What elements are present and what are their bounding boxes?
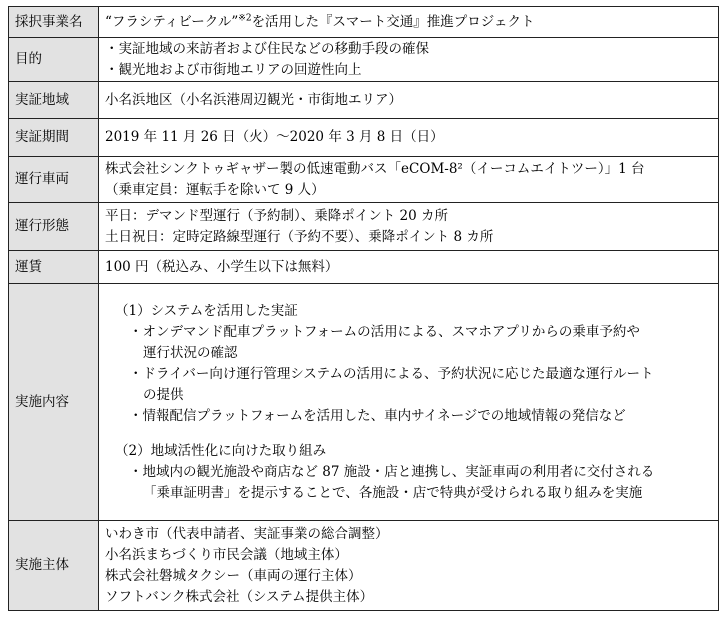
value-activities [99,284,719,521]
activity-line: ・情報配信プラットフォームを活用した、車内サイネージでの地域情報の発信など [129,407,626,424]
activity-line: ・ドライバー向け運行管理システムの活用による、予約状況に応じた最適な運行ルート [129,365,654,382]
row-period [9,119,719,157]
implementer-line: 株式会社磐城タクシー（車両の運行主体） [105,567,362,584]
project-name-part1: “フラシティビークル” [105,13,239,30]
row-fare [9,251,719,284]
value-implementers [99,521,719,611]
implementer-line: いわき市（代表申請者、実証事業の総合調整） [105,525,389,542]
implementer-line: 小名浜まちづくり市民会議（地域主体） [105,546,348,563]
operation-line: 土日祝日：定時定路線型運行（予約不要）、乗降ポイント 8 カ所 [105,228,494,245]
project-name-part2: を活用した『スマート交通』推進プロジェクト [251,13,535,30]
row-vehicle [9,157,719,203]
row-operation [9,203,719,251]
value-project-name [99,7,719,38]
value-area: 小名浜地区（小名浜港周辺観光・市街地エリア） [99,82,719,119]
value-operation [99,203,719,251]
label-vehicle: 運行車両 [9,157,99,203]
label-operation: 運行形態 [9,203,99,251]
value-period: 2019 年 11 月 26 日（火）～2020 年 3 月 8 日（日） [99,119,719,157]
vehicle-line: 株式会社シンクトゥギャザー製の低速電動バス「eCOM-8²（イーコムエイトツー）」1 台 [105,160,645,177]
label-period: 実証期間 [9,119,99,157]
activity-line: ・地域内の観光施設や商店など 87 施設・店と連携し、実証車両の利用者に交付される [129,463,655,480]
row-implementers [9,521,719,611]
operation-line: 平日：デマンド型運行（予約制）、乗降ポイント 20 カ所 [105,207,449,224]
label-fare: 運賃 [9,251,99,284]
vehicle-line: （乗車定員：運転手を除いて 9 人） [105,181,325,198]
footnote-marker: ※2 [238,13,252,23]
value-fare: 100 円（税込み、小学生以下は無料） [99,251,719,284]
value-vehicle [99,157,719,203]
purpose-line: ・観光地および市街地エリアの回遊性向上 [105,61,362,78]
label-purpose: 目的 [9,38,99,82]
label-implementers: 実施主体 [9,521,99,611]
row-purpose [9,38,719,82]
activity-line: 「乗車証明書」を提示することで、各施設・店で特典が受けられる取り組みを実施 [143,484,643,501]
section-heading: （2）地域活性化に向けた取り組み [115,442,327,459]
activity-line: の提供 [143,386,184,403]
value-purpose [99,38,719,82]
section-heading: （1）システムを活用した実証 [115,302,298,319]
activity-line: ・オンデマンド配車プラットフォームの活用による、スマホアプリからの乗車予約や [129,323,640,340]
row-project-name [9,7,719,38]
row-area [9,82,719,119]
purpose-line: ・実証地域の来訪者および住民などの移動手段の確保 [105,40,429,57]
project-overview-table [8,6,719,611]
implementer-line: ソフトバンク株式会社（システム提供主体） [105,588,374,605]
label-project-name: 採択事業名 [9,7,99,38]
label-activities: 実施内容 [9,284,99,521]
label-area: 実証地域 [9,82,99,119]
row-activities [9,284,719,521]
activity-line: 運行状況の確認 [143,344,238,361]
section-spacer [105,427,712,441]
